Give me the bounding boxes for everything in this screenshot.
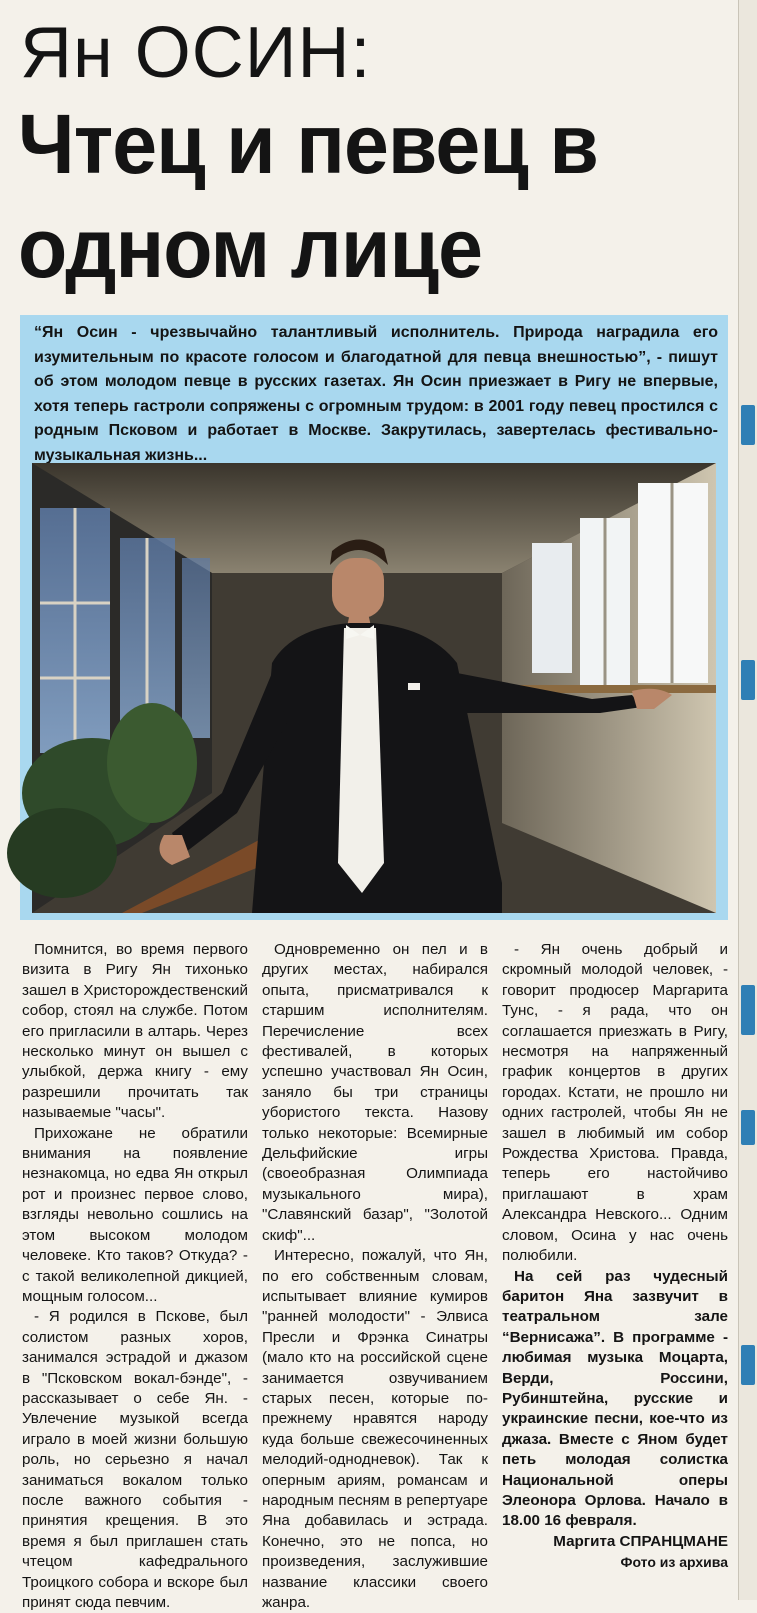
paragraph: Одновременно он пел и в других местах, набирался опыта, присматривался к старшим исполнителям. Перечисление всех фестивалей, в которых успешно участвовал Ян Осин, заняло бы три страницы убористого текста. Назову только некоторые: Всемирные Дельфийские игры (своеобразная Олимпиада музыкального мира), "Славянский базар", "Золотой скиф"...	[262, 941, 488, 1244]
singer-photo-illustration	[32, 463, 716, 913]
paragraph: - Я родился в Пскове, был солистом разных хоров, занимался эстрадой и джазом в "Псковском вокал-бэнде", - рассказывает о себе Ян. - Увлечение музыкой всегда играло в моей жизни большую роль, но серьезно я начал заниматься вокалом только после важного события - принятия крещения. В это время я был приглашен стать чтецом кафедрального Троицкого собора и вскоре был принят сюда певчим.	[22, 1308, 248, 1611]
concert-announcement: На сей раз чудесный баритон Яна зазвучит в театральном зале “Вернисажа”. В программе - любимая музыка Моцарта, Верди, Россини, Рубинштейна, русские и украинские песни, кое-что из джаза. Вместе с Яном будет петь молодая солистка Национальной оперы Элеонора Орлова. Начало в 18.00 16 февраля.	[502, 1267, 728, 1530]
photo-credit: Фото из архива	[620, 1554, 728, 1571]
edge-color-block	[741, 405, 755, 445]
paragraph: - Ян очень добрый и скромный молодой человек, - говорит продюсер Маргарита Тунс, - я рада, что он соглашается приезжать в Ригу, несмотря на напряженный график концертов в других городах. Кстати, не прошло ни одних гастролей, чтобы Ян не зашел в любимый им собор Рождества Христова. Правда, теперь его настойчиво приглашают в храм Александра Невского... Одним словом, Осина у нас очень полюбили.	[502, 941, 728, 1265]
lead-box	[20, 315, 728, 920]
article-kicker: Ян ОСИН:	[20, 13, 372, 93]
body-column-1	[22, 940, 248, 1611]
edge-color-block	[741, 1110, 755, 1145]
paragraph: Интересно, пожалуй, что Ян, по его собственным словам, испытывает влияние кумиров "ранней молодости" - Элвиса Пресли и Фрэнка Синатры (мало кто на российской сцене занимается озвучиванием старых песен, которые по-прежнему нравятся народу куда больше свежесочиненных мелодий-однодневок). Так к оперным ариям, романсам и народным песням в репертуаре Яна добавилась и эстрада. Конечно, это не попса, но произведения, заслужившие название классики своего жанра.	[262, 1247, 488, 1611]
article-headline: Чтец и певец в одном лице	[18, 97, 598, 295]
paragraph: Прихожане не обратили внимания на появление незнакомца, но едва Ян открыл рот и произнес первое слово, взгляды невольно сошлись на этом высоком молодом человеке. Кто таков? Откуда? - с такой великолепной дикцией, мощным голосом...	[22, 1124, 248, 1305]
singer-photo	[32, 463, 716, 913]
edge-color-block	[741, 985, 755, 1035]
author-byline: Маргита СПРАНЦМАНЕ	[553, 1532, 728, 1550]
adjacent-column-edge	[738, 0, 757, 1600]
article-lead: “Ян Осин - чрезвычайно талантливый исполнитель. Природа наградила его изумительным по красоте голосом и благодатной для певца внешностью”, - пишут об этом молодом певце в русских газетах. Ян Осин приезжает в Ригу не впервые, хотя теперь гастроли сопряжены с огромным трудом: в 2001 году певец простился с родным Псковом и работает в Москве. Закрутилась, завертелась фестивально-музыкальная жизнь...	[34, 324, 718, 464]
edge-color-block	[741, 1345, 755, 1385]
article-body	[22, 940, 728, 1611]
body-column-3	[502, 940, 728, 1590]
body-column-2	[262, 940, 488, 1611]
edge-color-block	[741, 660, 755, 700]
paragraph: Помнится, во время первого визита в Ригу Ян тихонько зашел в Христорождественский собор, стоял на службе. Потом его пригласили в алтарь. Через несколько минут он вышел с улыбкой, держа книгу - ему разрешили прочитать так называемые "часы".	[22, 941, 248, 1122]
